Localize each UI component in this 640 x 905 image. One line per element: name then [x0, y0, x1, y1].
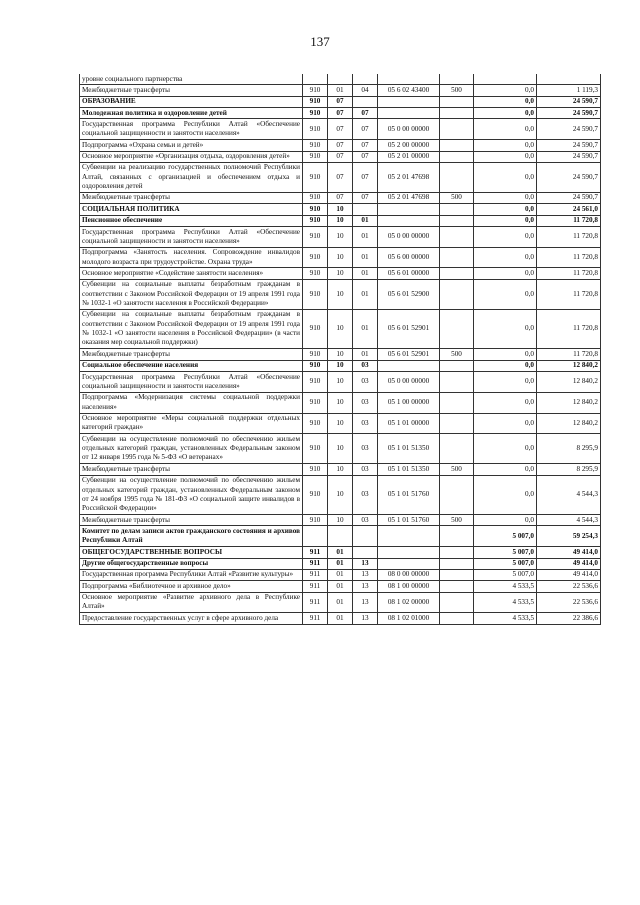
- expense-type-cell: [440, 475, 474, 514]
- amount-2-cell: 8 295,9: [537, 464, 601, 475]
- expense-type-cell: [440, 360, 474, 371]
- amount-1-cell: 0,0: [474, 247, 537, 268]
- expense-type-cell: [440, 569, 474, 580]
- amount-2-cell: 59 254,3: [537, 526, 601, 547]
- admin-code-cell: 910: [303, 204, 328, 215]
- section-code-cell: 10: [328, 413, 353, 434]
- target-article-cell: [378, 547, 440, 558]
- section-code-cell: 01: [328, 85, 353, 96]
- target-article-cell: [378, 74, 440, 85]
- table-row: [80, 85, 601, 96]
- admin-code-cell: 910: [303, 108, 328, 119]
- table-row: [80, 475, 601, 514]
- subsection-code-cell: 01: [353, 227, 378, 248]
- amount-1-cell: 0,0: [474, 392, 537, 413]
- admin-code-cell: 910: [303, 192, 328, 203]
- row-name-cell: Государственная программа Республики Алтай «Развитие культуры»: [80, 569, 303, 580]
- section-code-cell: 01: [328, 569, 353, 580]
- row-name-cell: Основное мероприятие «Организация отдыха, оздоровления детей»: [80, 151, 303, 162]
- table-row: [80, 434, 601, 464]
- admin-code-cell: 911: [303, 569, 328, 580]
- target-article-cell: 05 6 00 00000: [378, 247, 440, 268]
- amount-1-cell: 0,0: [474, 309, 537, 348]
- amount-1-cell: 0,0: [474, 360, 537, 371]
- table-row: [80, 349, 601, 360]
- amount-2-cell: 24 590,7: [537, 162, 601, 192]
- expense-type-cell: [440, 227, 474, 248]
- amount-2-cell: 11 720,8: [537, 247, 601, 268]
- expense-type-cell: [440, 268, 474, 279]
- table-row: [80, 392, 601, 413]
- amount-2-cell: 4 544,3: [537, 475, 601, 514]
- amount-2-cell: 24 590,7: [537, 151, 601, 162]
- page-number: 137: [310, 34, 330, 49]
- admin-code-cell: 910: [303, 515, 328, 526]
- amount-2-cell: 24 590,7: [537, 96, 601, 107]
- section-code-cell: 07: [328, 151, 353, 162]
- target-article-cell: 08 0 00 00000: [378, 569, 440, 580]
- table-row: [80, 74, 601, 85]
- expense-type-cell: 500: [440, 349, 474, 360]
- amount-1-cell: 0,0: [474, 96, 537, 107]
- section-code-cell: 07: [328, 162, 353, 192]
- expense-type-cell: [440, 151, 474, 162]
- target-article-cell: 05 2 01 00000: [378, 151, 440, 162]
- admin-code-cell: 910: [303, 119, 328, 140]
- expense-type-cell: [440, 204, 474, 215]
- section-code-cell: 10: [328, 515, 353, 526]
- row-name-cell: ОБРАЗОВАНИЕ: [80, 96, 303, 107]
- expense-type-cell: 500: [440, 464, 474, 475]
- admin-code-cell: 910: [303, 360, 328, 371]
- subsection-code-cell: [353, 74, 378, 85]
- admin-code-cell: 910: [303, 413, 328, 434]
- table-row: [80, 140, 601, 151]
- subsection-code-cell: 03: [353, 475, 378, 514]
- table-row: [80, 204, 601, 215]
- amount-1-cell: 0,0: [474, 215, 537, 226]
- row-name-cell: Основное мероприятие «Меры социальной поддержки отдельных категорий граждан»: [80, 413, 303, 434]
- subsection-code-cell: 07: [353, 162, 378, 192]
- amount-2-cell: [537, 74, 601, 85]
- subsection-code-cell: 13: [353, 581, 378, 592]
- section-code-cell: 01: [328, 592, 353, 613]
- subsection-code-cell: 03: [353, 372, 378, 393]
- admin-code-cell: 911: [303, 558, 328, 569]
- target-article-cell: [378, 558, 440, 569]
- row-name-cell: Другие общегосударственные вопросы: [80, 558, 303, 569]
- expense-type-cell: [440, 162, 474, 192]
- amount-1-cell: 5 007,0: [474, 547, 537, 558]
- expense-type-cell: [440, 558, 474, 569]
- amount-2-cell: 24 590,7: [537, 192, 601, 203]
- amount-2-cell: 11 720,8: [537, 215, 601, 226]
- row-name-cell: Основное мероприятие «Развитие архивного дела в Республике Алтай»: [80, 592, 303, 613]
- amount-1-cell: 0,0: [474, 413, 537, 434]
- expense-type-cell: [440, 309, 474, 348]
- amount-1-cell: 0,0: [474, 475, 537, 514]
- admin-code-cell: 911: [303, 592, 328, 613]
- subsection-code-cell: 03: [353, 360, 378, 371]
- expense-type-cell: 500: [440, 515, 474, 526]
- subsection-code-cell: 03: [353, 392, 378, 413]
- table-row: [80, 558, 601, 569]
- amount-2-cell: 22 536,6: [537, 592, 601, 613]
- target-article-cell: 05 1 00 00000: [378, 392, 440, 413]
- amount-2-cell: 12 840,2: [537, 413, 601, 434]
- admin-code-cell: 911: [303, 581, 328, 592]
- table-row: [80, 592, 601, 613]
- target-article-cell: 05 2 01 47698: [378, 192, 440, 203]
- subsection-code-cell: [353, 547, 378, 558]
- subsection-code-cell: 13: [353, 558, 378, 569]
- amount-1-cell: 4 533,5: [474, 592, 537, 613]
- table-row: [80, 108, 601, 119]
- table-row: [80, 581, 601, 592]
- amount-1-cell: 4 533,5: [474, 613, 537, 624]
- section-code-cell: 10: [328, 349, 353, 360]
- amount-2-cell: 4 544,3: [537, 515, 601, 526]
- target-article-cell: 05 0 00 00000: [378, 227, 440, 248]
- section-code-cell: 10: [328, 360, 353, 371]
- expense-type-cell: [440, 108, 474, 119]
- table-row: [80, 227, 601, 248]
- section-code-cell: 10: [328, 392, 353, 413]
- amount-2-cell: 1 119,3: [537, 85, 601, 96]
- admin-code-cell: [303, 74, 328, 85]
- row-name-cell: Подпрограмма «Библиотечное и архивное дело»: [80, 581, 303, 592]
- amount-1-cell: 5 007,0: [474, 526, 537, 547]
- amount-2-cell: 11 720,8: [537, 349, 601, 360]
- row-name-cell: Межбюджетные трансферты: [80, 464, 303, 475]
- table-row: [80, 119, 601, 140]
- expense-type-cell: 500: [440, 85, 474, 96]
- table-row: [80, 247, 601, 268]
- section-code-cell: 07: [328, 108, 353, 119]
- section-code-cell: 10: [328, 372, 353, 393]
- row-name-cell: Межбюджетные трансферты: [80, 85, 303, 96]
- amount-2-cell: 22 536,6: [537, 581, 601, 592]
- table-row: [80, 192, 601, 203]
- table-row: [80, 547, 601, 558]
- subsection-code-cell: 01: [353, 349, 378, 360]
- amount-1-cell: 0,0: [474, 434, 537, 464]
- admin-code-cell: 910: [303, 392, 328, 413]
- section-code-cell: 10: [328, 247, 353, 268]
- expense-type-cell: 500: [440, 192, 474, 203]
- admin-code-cell: 910: [303, 309, 328, 348]
- amount-1-cell: 0,0: [474, 227, 537, 248]
- target-article-cell: [378, 526, 440, 547]
- expense-type-cell: [440, 547, 474, 558]
- subsection-code-cell: 13: [353, 569, 378, 580]
- section-code-cell: [328, 526, 353, 547]
- amount-2-cell: 24 590,7: [537, 119, 601, 140]
- section-code-cell: 10: [328, 309, 353, 348]
- table-row: [80, 515, 601, 526]
- amount-1-cell: 0,0: [474, 85, 537, 96]
- target-article-cell: 05 6 01 52901: [378, 309, 440, 348]
- amount-1-cell: 0,0: [474, 119, 537, 140]
- target-article-cell: 08 1 00 00000: [378, 581, 440, 592]
- target-article-cell: 05 2 00 00000: [378, 140, 440, 151]
- subsection-code-cell: 01: [353, 247, 378, 268]
- amount-2-cell: 11 720,8: [537, 268, 601, 279]
- section-code-cell: 07: [328, 119, 353, 140]
- section-code-cell: 10: [328, 434, 353, 464]
- subsection-code-cell: [353, 526, 378, 547]
- amount-2-cell: 49 414,0: [537, 547, 601, 558]
- admin-code-cell: 910: [303, 268, 328, 279]
- amount-1-cell: 5 007,0: [474, 569, 537, 580]
- amount-1-cell: 0,0: [474, 464, 537, 475]
- admin-code-cell: 910: [303, 349, 328, 360]
- amount-2-cell: 49 414,0: [537, 558, 601, 569]
- section-code-cell: 10: [328, 227, 353, 248]
- amount-2-cell: 12 840,2: [537, 360, 601, 371]
- subsection-code-cell: [353, 96, 378, 107]
- row-name-cell: Государственная программа Республики Алтай «Обеспечение социальной защищенности и занятости населения»: [80, 372, 303, 393]
- admin-code-cell: [303, 526, 328, 547]
- amount-2-cell: 11 720,8: [537, 227, 601, 248]
- table-row: [80, 215, 601, 226]
- target-article-cell: 05 2 01 47698: [378, 162, 440, 192]
- table-row: [80, 372, 601, 393]
- budget-table: [79, 74, 601, 625]
- admin-code-cell: 910: [303, 162, 328, 192]
- amount-1-cell: 0,0: [474, 268, 537, 279]
- expense-type-cell: [440, 74, 474, 85]
- amount-2-cell: 11 720,8: [537, 279, 601, 309]
- row-name-cell: Субвенции на социальные выплаты безработным гражданам в соответствии с Законом Российской Федерации от 19 апреля 1991 года № 1032-1 «О занятости населения в Российской Федерации»: [80, 279, 303, 309]
- subsection-code-cell: 03: [353, 413, 378, 434]
- amount-2-cell: 11 720,8: [537, 309, 601, 348]
- subsection-code-cell: 03: [353, 434, 378, 464]
- amount-1-cell: 5 007,0: [474, 558, 537, 569]
- table-row: [80, 360, 601, 371]
- expense-type-cell: [440, 119, 474, 140]
- amount-1-cell: 0,0: [474, 349, 537, 360]
- target-article-cell: [378, 96, 440, 107]
- expense-type-cell: [440, 613, 474, 624]
- subsection-code-cell: 13: [353, 592, 378, 613]
- expense-type-cell: [440, 413, 474, 434]
- row-name-cell: ОБЩЕГОСУДАРСТВЕННЫЕ ВОПРОСЫ: [80, 547, 303, 558]
- row-name-cell: Основное мероприятие «Содействие занятости населения»: [80, 268, 303, 279]
- admin-code-cell: 911: [303, 547, 328, 558]
- target-article-cell: [378, 108, 440, 119]
- row-name-cell: Межбюджетные трансферты: [80, 515, 303, 526]
- target-article-cell: [378, 360, 440, 371]
- admin-code-cell: 910: [303, 215, 328, 226]
- amount-1-cell: 0,0: [474, 151, 537, 162]
- expense-type-cell: [440, 140, 474, 151]
- subsection-code-cell: 03: [353, 464, 378, 475]
- target-article-cell: 05 1 01 51760: [378, 515, 440, 526]
- expense-type-cell: [440, 215, 474, 226]
- target-article-cell: 05 6 01 52900: [378, 279, 440, 309]
- admin-code-cell: 910: [303, 279, 328, 309]
- admin-code-cell: 910: [303, 227, 328, 248]
- row-name-cell: СОЦИАЛЬНАЯ ПОЛИТИКА: [80, 204, 303, 215]
- subsection-code-cell: 01: [353, 309, 378, 348]
- expense-type-cell: [440, 279, 474, 309]
- amount-1-cell: 0,0: [474, 192, 537, 203]
- amount-1-cell: 4 533,5: [474, 581, 537, 592]
- amount-1-cell: [474, 74, 537, 85]
- target-article-cell: 05 1 01 51350: [378, 434, 440, 464]
- table-row: [80, 526, 601, 547]
- admin-code-cell: 910: [303, 464, 328, 475]
- row-name-cell: Субвенции на реализацию государственных полномочий Республики Алтай, связанных с организацией и обеспечением отдыха и оздоровления детей: [80, 162, 303, 192]
- target-article-cell: 05 6 01 00000: [378, 268, 440, 279]
- row-name-cell: Социальное обеспечение населения: [80, 360, 303, 371]
- amount-1-cell: 0,0: [474, 162, 537, 192]
- row-name-cell: Подпрограмма «Охрана семьи и детей»: [80, 140, 303, 151]
- subsection-code-cell: [353, 204, 378, 215]
- row-name-cell: Межбюджетные трансферты: [80, 349, 303, 360]
- section-code-cell: [328, 74, 353, 85]
- admin-code-cell: 910: [303, 247, 328, 268]
- section-code-cell: 07: [328, 140, 353, 151]
- amount-2-cell: 49 414,0: [537, 569, 601, 580]
- expense-type-cell: [440, 581, 474, 592]
- row-name-cell: Подпрограмма «Модернизация системы социальной поддержки населения»: [80, 392, 303, 413]
- target-article-cell: 05 0 00 00000: [378, 372, 440, 393]
- row-name-cell: Подпрограмма «Занятость населения. Сопровождение инвалидов молодого возраста при трудоустройстве. Охрана труда»: [80, 247, 303, 268]
- target-article-cell: 08 1 02 00000: [378, 592, 440, 613]
- target-article-cell: 05 1 01 00000: [378, 413, 440, 434]
- subsection-code-cell: 03: [353, 515, 378, 526]
- target-article-cell: 05 6 01 52901: [378, 349, 440, 360]
- amount-1-cell: 0,0: [474, 515, 537, 526]
- table-row: [80, 569, 601, 580]
- row-name-cell: Субвенции на социальные выплаты безработным гражданам в соответствии с Законом Российской Федерации от 19 апреля 1991 года № 1032-1 «О занятости населения в Российской Федерации» (в части оказания мер социальной поддержки): [80, 309, 303, 348]
- table-row: [80, 162, 601, 192]
- target-article-cell: [378, 215, 440, 226]
- expense-type-cell: [440, 392, 474, 413]
- row-name-cell: Государственная программа Республики Алтай «Обеспечение социальной защищенности и занятости населения»: [80, 227, 303, 248]
- subsection-code-cell: 01: [353, 268, 378, 279]
- row-name-cell: Субвенции на осуществление полномочий по обеспечению жильем отдельных категорий граждан, установленных Федеральным законом от 24 ноября 1995 года № 181-ФЗ «О социальной защите инвалидов в Российской Федерации»: [80, 475, 303, 514]
- subsection-code-cell: 07: [353, 119, 378, 140]
- row-name-cell: Комитет по делам записи актов гражданского состояния и архивов Республики Алтай: [80, 526, 303, 547]
- expense-type-cell: [440, 434, 474, 464]
- admin-code-cell: 910: [303, 96, 328, 107]
- admin-code-cell: 910: [303, 434, 328, 464]
- table-row: [80, 413, 601, 434]
- expense-type-cell: [440, 592, 474, 613]
- admin-code-cell: 910: [303, 140, 328, 151]
- section-code-cell: 01: [328, 558, 353, 569]
- expense-type-cell: [440, 526, 474, 547]
- table-row: [80, 613, 601, 624]
- target-article-cell: 08 1 02 01000: [378, 613, 440, 624]
- section-code-cell: 10: [328, 279, 353, 309]
- row-name-cell: Субвенции на осуществление полномочий по обеспечению жильем отдельных категорий граждан, установленных Федеральным законом от 12 января 1995 года № 5-ФЗ «О ветеранах»: [80, 434, 303, 464]
- section-code-cell: 01: [328, 581, 353, 592]
- amount-2-cell: 24 561,0: [537, 204, 601, 215]
- row-name-cell: Предоставление государственных услуг в сфере архивного дела: [80, 613, 303, 624]
- section-code-cell: 10: [328, 204, 353, 215]
- subsection-code-cell: 07: [353, 140, 378, 151]
- target-article-cell: 05 0 00 00000: [378, 119, 440, 140]
- section-code-cell: 01: [328, 547, 353, 558]
- subsection-code-cell: 04: [353, 85, 378, 96]
- admin-code-cell: 910: [303, 85, 328, 96]
- row-name-cell: Пенсионное обеспечение: [80, 215, 303, 226]
- amount-1-cell: 0,0: [474, 108, 537, 119]
- expense-type-cell: [440, 372, 474, 393]
- section-code-cell: 10: [328, 475, 353, 514]
- amount-2-cell: 8 295,9: [537, 434, 601, 464]
- target-article-cell: 05 6 02 43400: [378, 85, 440, 96]
- subsection-code-cell: 07: [353, 108, 378, 119]
- subsection-code-cell: 13: [353, 613, 378, 624]
- amount-2-cell: 12 840,2: [537, 392, 601, 413]
- target-article-cell: 05 1 01 51350: [378, 464, 440, 475]
- table-row: [80, 279, 601, 309]
- table-row: [80, 151, 601, 162]
- target-article-cell: 05 1 01 51760: [378, 475, 440, 514]
- section-code-cell: 01: [328, 613, 353, 624]
- expense-type-cell: [440, 96, 474, 107]
- admin-code-cell: 910: [303, 151, 328, 162]
- admin-code-cell: 910: [303, 475, 328, 514]
- subsection-code-cell: 01: [353, 215, 378, 226]
- section-code-cell: 10: [328, 464, 353, 475]
- target-article-cell: [378, 204, 440, 215]
- table-row: [80, 268, 601, 279]
- subsection-code-cell: 07: [353, 151, 378, 162]
- row-name-cell: Межбюджетные трансферты: [80, 192, 303, 203]
- table-row: [80, 464, 601, 475]
- amount-1-cell: 0,0: [474, 140, 537, 151]
- admin-code-cell: 910: [303, 372, 328, 393]
- amount-1-cell: 0,0: [474, 279, 537, 309]
- admin-code-cell: 911: [303, 613, 328, 624]
- section-code-cell: 07: [328, 96, 353, 107]
- section-code-cell: 10: [328, 215, 353, 226]
- amount-2-cell: 22 386,6: [537, 613, 601, 624]
- table-row: [80, 96, 601, 107]
- amount-2-cell: 24 590,7: [537, 140, 601, 151]
- amount-2-cell: 12 840,2: [537, 372, 601, 393]
- section-code-cell: 10: [328, 268, 353, 279]
- amount-1-cell: 0,0: [474, 372, 537, 393]
- row-name-cell: Государственная программа Республики Алтай «Обеспечение социальной защищенности и занятости населения»: [80, 119, 303, 140]
- row-name-cell: Молодежная политика и оздоровление детей: [80, 108, 303, 119]
- table-row: [80, 309, 601, 348]
- expense-type-cell: [440, 247, 474, 268]
- row-name-cell: уровне социального партнерства: [80, 74, 303, 85]
- section-code-cell: 07: [328, 192, 353, 203]
- amount-2-cell: 24 590,7: [537, 108, 601, 119]
- subsection-code-cell: 07: [353, 192, 378, 203]
- table-body: [80, 74, 601, 624]
- subsection-code-cell: 01: [353, 279, 378, 309]
- amount-1-cell: 0,0: [474, 204, 537, 215]
